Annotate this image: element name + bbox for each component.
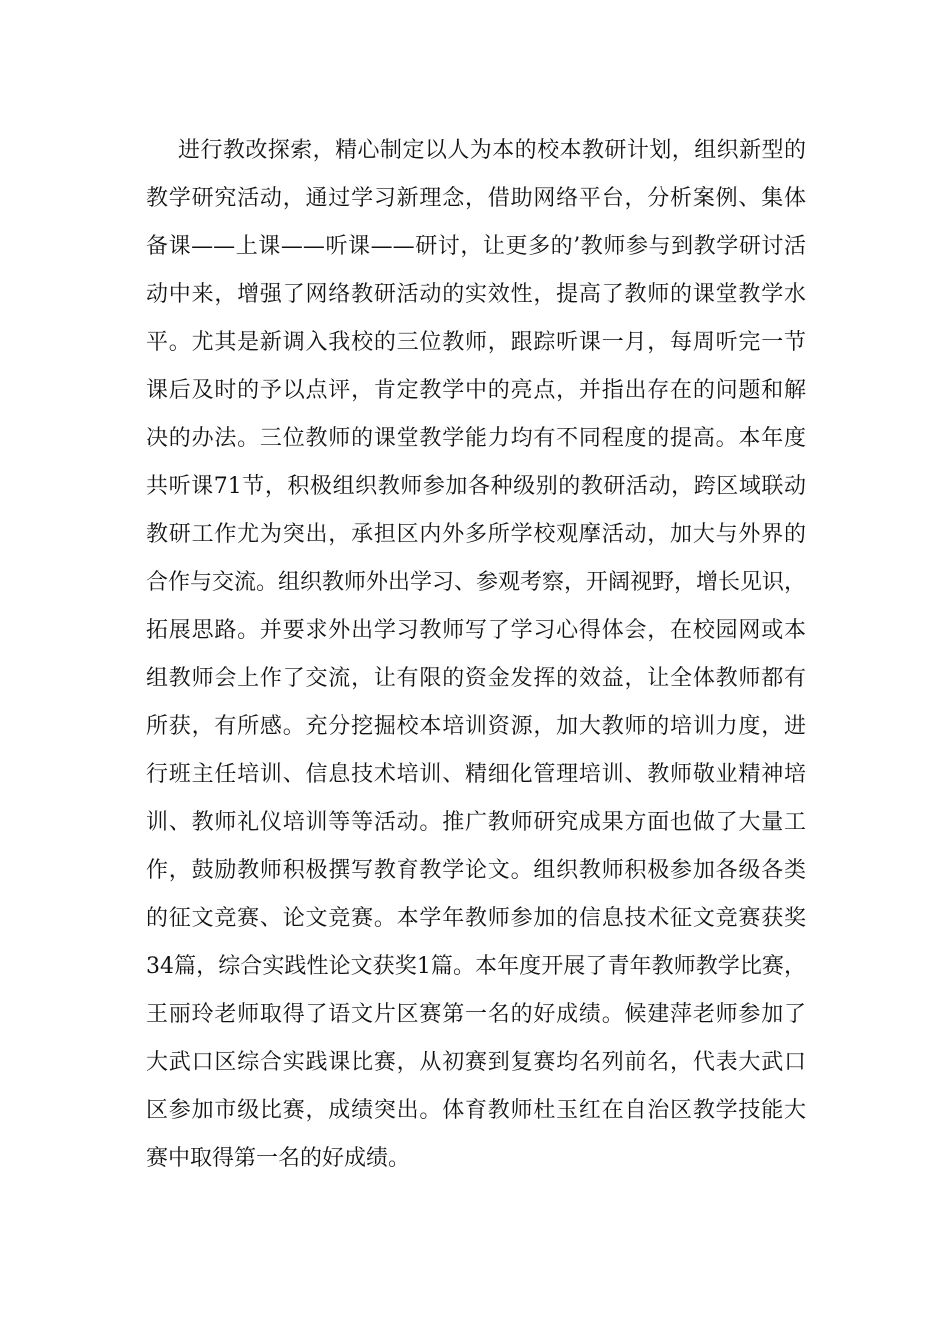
paragraph-line: 拓展思路。并要求外出学习教师写了学习心得体会，在校园网或本 [146, 618, 806, 643]
paragraph-line: 教学研究活动，通过学习新理念，借助网络平台，分析案例、集体 [146, 186, 806, 211]
paragraph-line: 课后及时的予以点评，肯定教学中的亮点，并指出存在的问题和解 [146, 378, 806, 403]
paragraph-line: 行班主任培训、信息技术培训、精细化管理培训、教师敬业精神培 [146, 762, 806, 787]
paragraph-line: 大武口区综合实践课比赛，从初赛到复赛均名列前名，代表大武口 [146, 1050, 806, 1075]
paragraph-line: 所获，有所感。充分挖掘校本培训资源，加大教师的培训力度，进 [146, 714, 806, 739]
paragraph-line: 进行教改探索，精心制定以人为本的校本教研计划，组织新型的 [178, 138, 806, 163]
paragraph-line: 训、教师礼仪培训等等活动。推广教师研究成果方面也做了大量工 [146, 810, 806, 835]
paragraph-line: 决的办法。三位教师的课堂教学能力均有不同程度的提高。本年度 [146, 426, 806, 451]
paragraph-line: 平。尤其是新调入我校的三位教师，跟踪听课一月，每周听完一节 [146, 330, 806, 355]
paragraph-line: 34篇，综合实践性论文获奖1篇。本年度开展了青年教师教学比赛， [146, 954, 806, 979]
paragraph-line: 动中来，增强了网络教研活动的实效性，提高了教师的课堂教学水 [146, 282, 806, 307]
paragraph-line: 赛中取得第一名的好成绩。 [146, 1146, 411, 1171]
paragraph-line: 合作与交流。组织教师外出学习、参观考察，开阔视野，增长见识， [146, 570, 807, 595]
paragraph-line: 区参加市级比赛，成绩突出。体育教师杜玉红在自治区教学技能大 [146, 1098, 806, 1123]
paragraph-line: 作，鼓励教师积极撰写教育教学论文。组织教师积极参加各级各类 [146, 858, 806, 883]
body-paragraph [146, 127, 806, 1183]
paragraph-line: 组教师会上作了交流，让有限的资金发挥的效益，让全体教师都有 [146, 666, 806, 691]
paragraph-line: 教研工作尤为突出，承担区内外多所学校观摩活动，加大与外界的 [146, 522, 806, 547]
paragraph-line: 共听课71节，积极组织教师参加各种级别的教研活动，跨区域联动 [146, 474, 806, 499]
paragraph-line: 的征文竞赛、论文竞赛。本学年教师参加的信息技术征文竞赛获奖 [146, 906, 806, 931]
paragraph-line: 备课——上课——听课——研讨，让更多的’教师参与到教学研讨活 [146, 234, 806, 259]
paragraph-line: 王丽玲老师取得了语文片区赛第一名的好成绩。候建萍老师参加了 [146, 1002, 806, 1027]
